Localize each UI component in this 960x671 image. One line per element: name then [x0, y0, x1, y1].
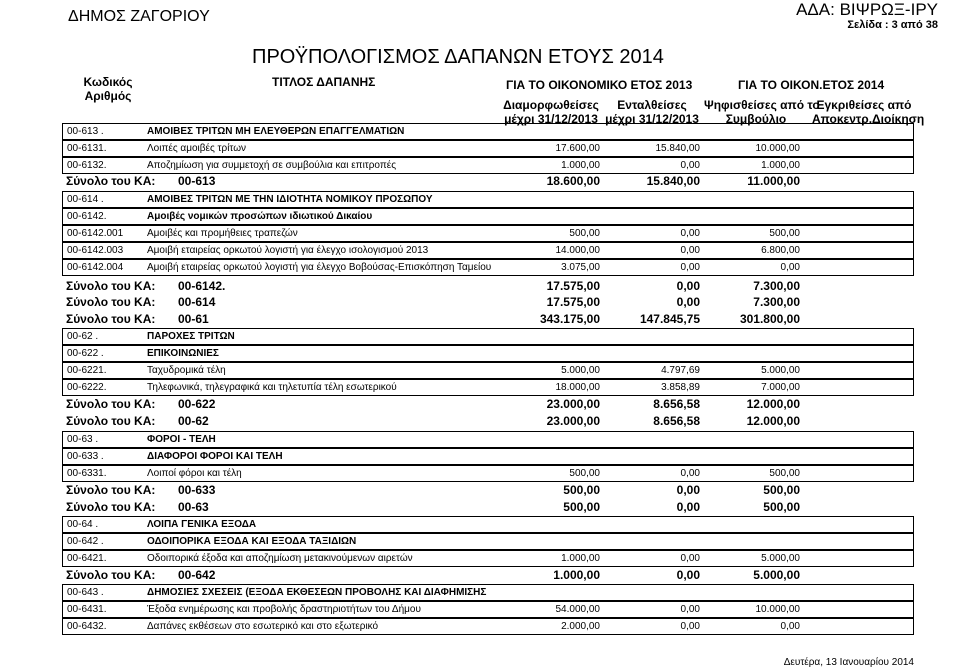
- row-code: 00-613 .: [67, 126, 104, 137]
- value-formed: 1.000,00: [561, 553, 600, 564]
- subtotal-code: 00-62: [178, 414, 209, 428]
- col-committed: [604, 98, 700, 126]
- col-committed-line2: μέχρι 31/12/2013: [605, 112, 699, 126]
- value-formed: 1.000,00: [553, 568, 600, 582]
- subtotal-prefix: Σύνολο του ΚΑ:: [66, 568, 156, 582]
- subtotal-code: 00-633: [178, 483, 216, 497]
- value-voted: 6.800,00: [761, 245, 800, 256]
- item-row: [62, 362, 914, 379]
- value-committed: 0,00: [680, 262, 700, 273]
- subtotal-code: 00-61: [178, 312, 209, 326]
- row-label: Αμοιβές και προμήθειες τραπεζών: [147, 228, 298, 239]
- subtotal-row: [64, 278, 914, 294]
- subtotal-row: [64, 567, 914, 583]
- category-row: [62, 208, 914, 225]
- subtotal-prefix: Σύνολο του ΚΑ:: [66, 279, 156, 293]
- value-formed: 3.075,00: [561, 262, 600, 273]
- row-code: 00-6132.: [67, 160, 107, 171]
- category-row: [62, 431, 914, 448]
- col-approved-line1: Εγκριθείσες από: [816, 98, 912, 112]
- row-label: Τηλεφωνικά, τηλεγραφικά και τηλετυπία τέλη εσωτερικού: [147, 382, 397, 393]
- subtotal-prefix: Σύνολο του ΚΑ:: [66, 295, 156, 309]
- subtotal-row: [64, 413, 914, 429]
- col-voted-line1: Ψηφισθείσες από το: [704, 98, 820, 112]
- value-voted: 301.800,00: [739, 312, 800, 326]
- value-formed: 18.000,00: [555, 382, 600, 393]
- value-committed: 0,00: [680, 468, 700, 479]
- value-committed: 0,00: [680, 245, 700, 256]
- col-formed-line2: μέχρι 31/12/2013: [504, 112, 598, 126]
- value-committed: 0,00: [680, 160, 700, 171]
- row-code: 00-6142.: [67, 211, 107, 222]
- value-formed: 500,00: [569, 228, 600, 239]
- value-formed: 500,00: [569, 468, 600, 479]
- value-formed: 5.000,00: [561, 365, 600, 376]
- subtotal-code: 00-613: [178, 174, 216, 188]
- subtotal-prefix: Σύνολο του ΚΑ:: [66, 500, 156, 514]
- value-formed: 14.000,00: [555, 245, 600, 256]
- item-row: [62, 601, 914, 618]
- category-row: [62, 448, 914, 465]
- value-committed: 8.656,58: [653, 414, 700, 428]
- value-committed: 15.840,00: [655, 143, 700, 154]
- row-label: Αμοιβή εταιρείας ορκωτού λογιστή για έλεγχο Βοβούσας-Επισκόπηση Ταμείου: [147, 262, 492, 273]
- category-row: [62, 533, 914, 550]
- value-voted: 5.000,00: [753, 568, 800, 582]
- value-voted: 1.000,00: [761, 160, 800, 171]
- category-row: [62, 345, 914, 362]
- value-voted: 12.000,00: [746, 414, 800, 428]
- category-row: [62, 123, 914, 140]
- subtotal-code: 00-622: [178, 397, 216, 411]
- value-formed: 17.600,00: [555, 143, 600, 154]
- row-code: 00-63 .: [67, 434, 99, 445]
- item-row: [62, 465, 914, 482]
- row-label: Αμοιβή εταιρείας ορκωτού λογιστή για έλεγχο ισολογισμού 2013: [147, 245, 429, 256]
- subtotal-prefix: Σύνολο του ΚΑ:: [66, 312, 156, 326]
- row-code: 00-6142.004: [67, 262, 124, 273]
- value-committed: 0,00: [676, 279, 700, 293]
- col-approved-line2: Αποκεντρ.Διοίκηση: [812, 112, 925, 126]
- value-formed: 54.000,00: [555, 604, 600, 615]
- ada-code: ΑΔΑ: ΒΙΨΡΩΞ-ΙΡΥ: [796, 0, 938, 19]
- row-code: 00-6421.: [67, 553, 107, 564]
- row-code: 00-642 .: [67, 536, 104, 547]
- value-committed: 0,00: [676, 500, 700, 514]
- col-code: [78, 75, 138, 103]
- row-code: 00-6131.: [67, 143, 107, 154]
- row-label: ΦΟΡΟΙ - ΤΕΛΗ: [147, 434, 216, 445]
- subtotal-prefix: Σύνολο του ΚΑ:: [66, 414, 156, 428]
- col-committed-line1: Ενταλθείσες: [617, 98, 687, 112]
- row-label: ΕΠΙΚΟΙΝΩΝΙΕΣ: [147, 348, 219, 359]
- item-row: [62, 550, 914, 567]
- value-committed: 0,00: [680, 228, 700, 239]
- subtotal-code: 00-6142.: [178, 279, 226, 293]
- row-label: Δαπάνες εκθέσεων στο εσωτερικό και στο εξωτερικό: [147, 621, 379, 632]
- col-fy2013: ΓΙΑ ΤΟ ΟΙΚΟΝΟΜΙΚΟ ΕΤΟΣ 2013: [506, 78, 693, 92]
- row-code: 00-62 .: [67, 331, 99, 342]
- item-row: [62, 225, 914, 242]
- row-code: 00-6142.003: [67, 245, 124, 256]
- value-committed: 8.656,58: [653, 397, 700, 411]
- value-formed: 500,00: [563, 483, 600, 497]
- col-code-line1: Κωδικός: [83, 75, 133, 89]
- item-row: [62, 379, 914, 396]
- value-formed: 2.000,00: [561, 621, 600, 632]
- subtotal-row: [64, 173, 914, 189]
- category-row: [62, 516, 914, 533]
- footer-date: Δευτέρα, 13 Ιανουαρίου 2014: [783, 657, 914, 668]
- subtotal-prefix: Σύνολο του ΚΑ:: [66, 397, 156, 411]
- value-voted: 11.000,00: [747, 174, 800, 188]
- value-voted: 500,00: [763, 483, 800, 497]
- row-code: 00-643 .: [67, 587, 104, 598]
- value-formed: 23.000,00: [546, 414, 600, 428]
- value-formed: 500,00: [563, 500, 600, 514]
- value-committed: 0,00: [676, 483, 700, 497]
- row-code: 00-6431.: [67, 604, 107, 615]
- value-committed: 4.797,69: [661, 365, 700, 376]
- col-approved: [812, 98, 925, 126]
- row-label: ΔΗΜΟΣΙΕΣ ΣΧΕΣΕΙΣ (ΕΞΟΔΑ ΕΚΘΕΣΕΩΝ ΠΡΟΒΟΛΗΣ ΚΑΙ ΔΙΑΦΗΜΙΣΗΣ: [147, 587, 487, 598]
- col-expense-title: ΤΙΤΛΟΣ ΔΑΠΑΝΗΣ: [272, 75, 376, 89]
- value-committed: 0,00: [676, 568, 700, 582]
- value-voted: 10.000,00: [755, 143, 800, 154]
- subtotal-row: [64, 311, 914, 327]
- subtotal-code: 00-614: [178, 295, 216, 309]
- value-formed: 17.575,00: [546, 295, 600, 309]
- value-formed: 23.000,00: [546, 397, 600, 411]
- document-title: ΠΡΟΫΠΟΛΟΓΙΣΜΟΣ ΔΑΠΑΝΩΝ ΕΤΟΥΣ 2014: [252, 46, 664, 68]
- row-label: ΑΜΟΙΒΕΣ ΤΡΙΤΩΝ ΜΕ ΤΗΝ ΙΔΙΟΤΗΤΑ ΝΟΜΙΚΟΥ ΠΡΟΣΩΠΟΥ: [147, 194, 433, 205]
- item-row: [62, 140, 914, 157]
- value-voted: 0,00: [780, 262, 800, 273]
- item-row: [62, 259, 914, 276]
- value-voted: 500,00: [763, 500, 800, 514]
- item-row: [62, 618, 914, 635]
- value-committed: 0,00: [680, 553, 700, 564]
- row-label: ΛΟΙΠΑ ΓΕΝΙΚΑ ΕΞΟΔΑ: [147, 519, 257, 530]
- row-code: 00-6331.: [67, 468, 107, 479]
- col-fy2014: ΓΙΑ ΤΟ ΟΙΚΟΝ.ΕΤΟΣ 2014: [738, 78, 885, 92]
- municipality-name: ΔΗΜΟΣ ΖΑΓΟΡΙΟΥ: [68, 8, 210, 25]
- row-label: ΠΑΡΟΧΕΣ ΤΡΙΤΩΝ: [147, 331, 235, 342]
- subtotal-row: [64, 294, 914, 310]
- row-label: Λοιποί φόροι και τέλη: [147, 468, 242, 479]
- value-voted: 5.000,00: [761, 553, 800, 564]
- category-row: [62, 328, 914, 345]
- value-voted: 500,00: [769, 468, 800, 479]
- subtotal-row: [64, 499, 914, 515]
- row-code: 00-6432.: [67, 621, 107, 632]
- value-voted: 0,00: [780, 621, 800, 632]
- row-code: 00-6142.001: [67, 228, 124, 239]
- col-formed-line1: Διαμορφωθείσες: [503, 98, 599, 112]
- value-formed: 343.175,00: [539, 312, 600, 326]
- value-voted: 7.300,00: [753, 295, 800, 309]
- value-voted: 5.000,00: [761, 365, 800, 376]
- col-code-line2: Αριθμός: [84, 89, 132, 103]
- col-voted: [704, 98, 820, 126]
- value-voted: 7.000,00: [761, 382, 800, 393]
- category-row: [62, 191, 914, 208]
- row-code: 00-64 .: [67, 519, 99, 530]
- subtotal-row: [64, 482, 914, 498]
- row-label: Οδοιπορικά έξοδα και αποζημίωση μετακινούμενων αιρετών: [147, 553, 413, 564]
- value-voted: 7.300,00: [753, 279, 800, 293]
- value-committed: 15.840,00: [646, 174, 700, 188]
- value-committed: 0,00: [680, 621, 700, 632]
- value-formed: 18.600,00: [546, 174, 600, 188]
- subtotal-prefix: Σύνολο του ΚΑ:: [66, 483, 156, 497]
- value-committed: 0,00: [680, 604, 700, 615]
- row-label: Αμοιβές νομικών προσώπων ιδιωτικού Δικαίου: [147, 211, 373, 222]
- row-code: 00-622 .: [67, 348, 104, 359]
- item-row: [62, 242, 914, 259]
- row-label: Ταχυδρομικά τέλη: [147, 365, 226, 376]
- row-label: ΔΙΑΦΟΡΟΙ ΦΟΡΟΙ ΚΑΙ ΤΕΛΗ: [147, 451, 283, 462]
- subtotal-prefix: Σύνολο του ΚΑ:: [66, 174, 156, 188]
- row-code: 00-614 .: [67, 194, 104, 205]
- value-formed: 1.000,00: [561, 160, 600, 171]
- value-committed: 0,00: [676, 295, 700, 309]
- row-label: ΑΜΟΙΒΕΣ ΤΡΙΤΩΝ ΜΗ ΕΛΕΥΘΕΡΩΝ ΕΠΑΓΓΕΛΜΑΤΙΩΝ: [147, 126, 405, 137]
- subtotal-code: 00-642: [178, 568, 216, 582]
- value-formed: 17.575,00: [546, 279, 600, 293]
- category-row: [62, 584, 914, 601]
- row-code: 00-6221.: [67, 365, 107, 376]
- col-formed: [503, 98, 599, 126]
- value-voted: 12.000,00: [746, 397, 800, 411]
- item-row: [62, 157, 914, 174]
- value-voted: 500,00: [769, 228, 800, 239]
- row-code: 00-633 .: [67, 451, 104, 462]
- row-label: Έξοδα ενημέρωσης και προβολής δραστηριοτήτων του Δήμου: [147, 604, 421, 615]
- row-label: ΟΔΟΙΠΟΡΙΚΑ ΕΞΟΔΑ ΚΑΙ ΕΞΟΔΑ ΤΑΞΙΔΙΩΝ: [147, 536, 357, 547]
- subtotal-row: [64, 396, 914, 412]
- value-voted: 10.000,00: [755, 604, 800, 615]
- value-committed: 147.845,75: [639, 312, 700, 326]
- header-right: [796, 0, 938, 31]
- row-label: Αποζημίωση για συμμετοχή σε συμβούλια και επιτροπές: [147, 160, 397, 171]
- subtotal-code: 00-63: [178, 500, 209, 514]
- row-code: 00-6222.: [67, 382, 107, 393]
- page-counter: Σελίδα : 3 από 38: [847, 19, 938, 31]
- col-voted-line2: Συμβούλιο: [725, 112, 787, 126]
- value-committed: 3.858,89: [661, 382, 700, 393]
- row-label: Λοιπές αμοιβές τρίτων: [147, 143, 247, 154]
